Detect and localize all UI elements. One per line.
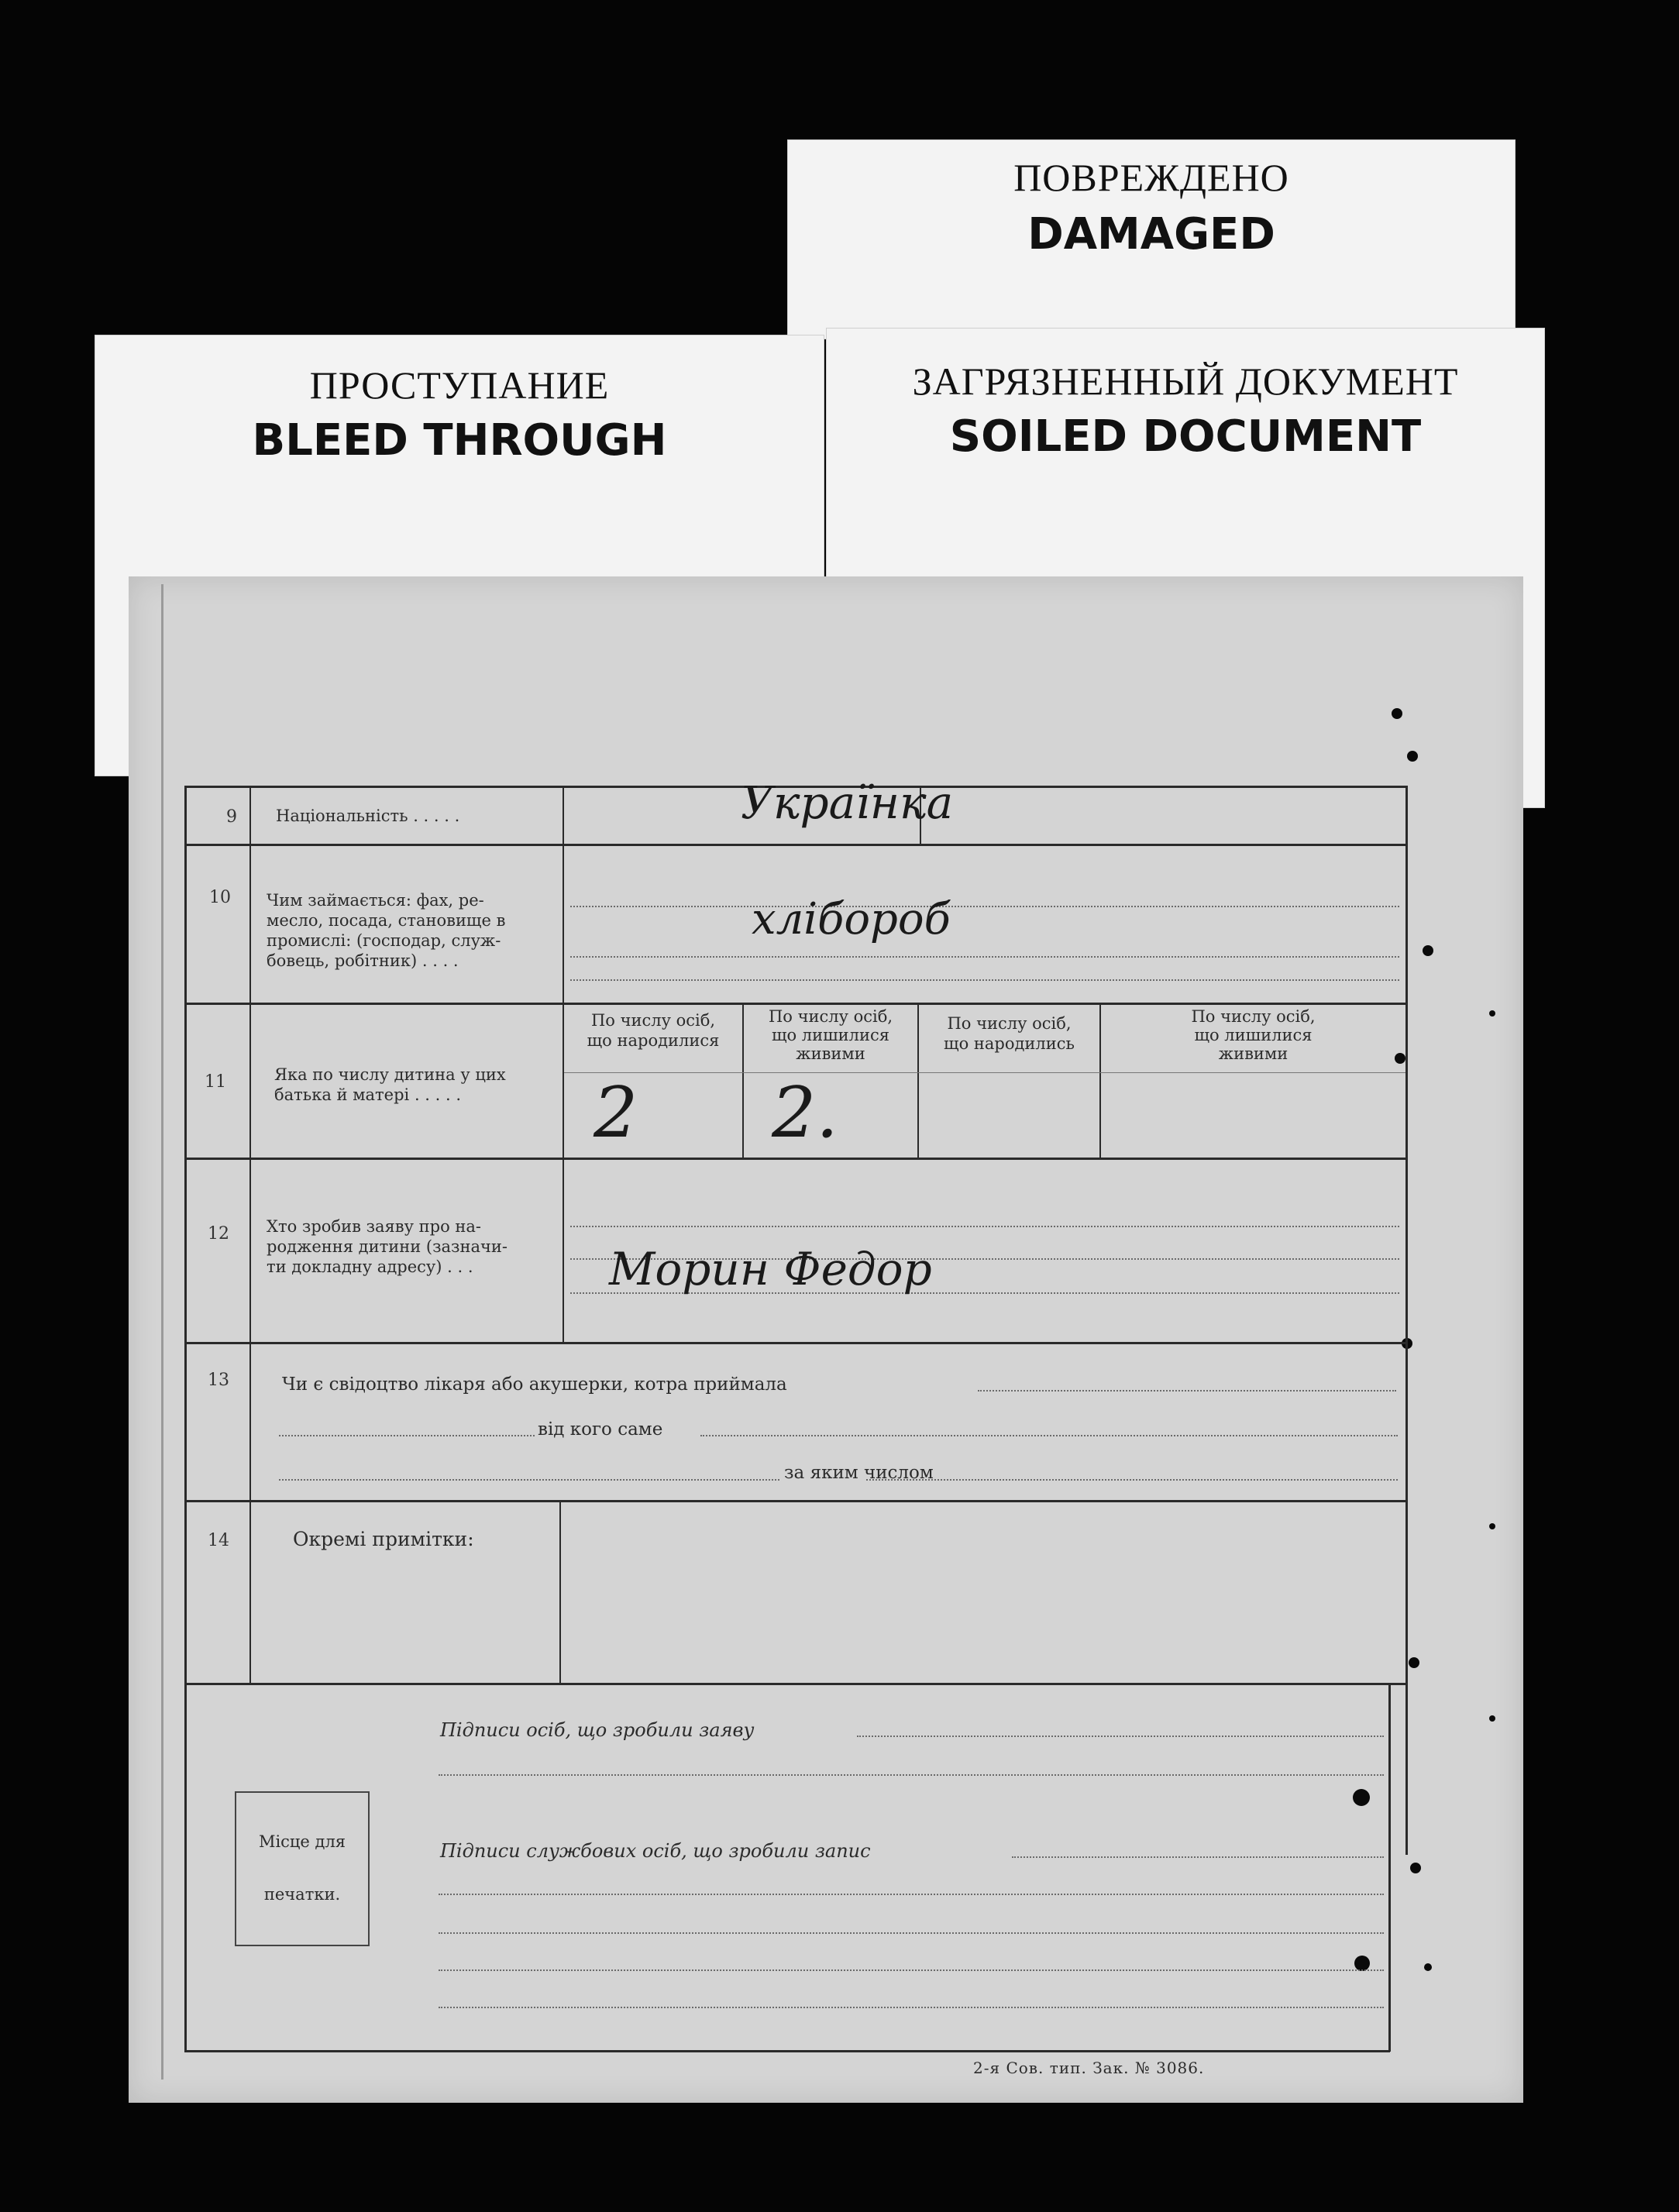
fill-line xyxy=(866,1479,1398,1481)
punch-hole xyxy=(1423,945,1433,956)
punch-hole xyxy=(1489,1715,1495,1722)
row-11-col3-header-line2: що народились xyxy=(944,1034,1075,1053)
row-11-col2-header-line2: що лишилися xyxy=(771,1026,890,1044)
row-14-number: 14 xyxy=(208,1531,229,1550)
punch-hole xyxy=(1409,1657,1419,1668)
row-9-handwritten-value: Українка xyxy=(741,776,954,829)
row-separator xyxy=(184,1342,1407,1344)
row-11-col1-header xyxy=(564,1010,742,1051)
fill-line xyxy=(439,1969,1384,1971)
row-11-col2-header xyxy=(744,1007,917,1063)
stamp-place-label-line1: Місце для xyxy=(258,1832,346,1851)
row-11-born-value: 2 xyxy=(593,1072,638,1154)
punch-hole xyxy=(1353,1789,1370,1806)
col-separator-number xyxy=(249,786,251,1343)
row-11-col2-header-line3: живими xyxy=(796,1044,865,1063)
stamp-place-box xyxy=(235,1791,370,1946)
row-11-number: 11 xyxy=(205,1072,226,1092)
col-separator-number xyxy=(249,1342,251,1683)
fill-line xyxy=(700,1435,1398,1436)
row-separator xyxy=(184,844,1407,846)
row-10-number: 10 xyxy=(209,888,231,907)
fill-line xyxy=(439,1932,1384,1934)
punch-hole xyxy=(1392,708,1402,719)
soiled-document-label-ru: ЗАГРЯЗНЕННЫЙ ДОКУМЕНТ xyxy=(912,359,1459,403)
row-12-label-line2: родження дитини (зазначи- xyxy=(267,1237,508,1256)
printer-footer: 2-я Сов. тип. Зак. № 3086. xyxy=(973,2059,1205,2077)
row-separator xyxy=(184,1158,1407,1160)
row-11-label-line1: Яка по числу дитина у цих xyxy=(274,1065,506,1084)
row-11-header-underline xyxy=(564,1072,1405,1073)
row-separator xyxy=(184,1683,1407,1685)
punch-hole xyxy=(1407,751,1418,762)
row-10-label-line3: промислі: (господар, служ- xyxy=(267,931,501,950)
col-separator-label xyxy=(559,1500,561,1684)
col-separator-label xyxy=(563,786,564,1343)
row-11-col4-header xyxy=(1101,1007,1405,1063)
row-11-col1-header-line1: По числу осіб, xyxy=(590,1011,716,1030)
fill-line xyxy=(279,1479,779,1481)
table-border-right xyxy=(1405,786,1408,1855)
punch-hole xyxy=(1410,1863,1421,1873)
fill-line xyxy=(570,906,1399,907)
row-11-col3-header xyxy=(919,1013,1099,1054)
row-separator xyxy=(184,1003,1407,1005)
row-12-number: 12 xyxy=(208,1224,229,1244)
row-13-line2: від кого саме xyxy=(538,1419,663,1440)
fill-line xyxy=(570,956,1399,958)
row-10-label-line1: Чим займається: фах, ре- xyxy=(267,891,484,910)
fill-line xyxy=(1012,1856,1384,1858)
row-separator xyxy=(184,1500,1407,1502)
row-10-label-line4: бовець, робітник) . . . . xyxy=(267,951,459,970)
applicants-signature-label: Підписи осіб, що зробили заяву xyxy=(440,1719,755,1741)
fill-line xyxy=(439,1894,1384,1895)
officials-signature-label: Підписи службових осіб, що зробили запис xyxy=(440,1840,871,1862)
row-12-label-line1: Хто зробив заяву про на- xyxy=(267,1217,482,1236)
punch-hole xyxy=(1489,1523,1495,1529)
punch-hole xyxy=(1489,1010,1495,1017)
row-11-col4-header-line3: живими xyxy=(1218,1044,1288,1063)
row-11-label-line2: батька й матері . . . . . xyxy=(274,1085,462,1104)
row-14-label: Окремі примітки: xyxy=(293,1528,474,1550)
row-12-handwritten-value: Морин Федор xyxy=(609,1243,932,1295)
punch-hole xyxy=(1424,1963,1432,1971)
punch-hole xyxy=(1354,1956,1370,1971)
table-border-left-lower xyxy=(184,1684,187,2052)
fill-line xyxy=(857,1736,1384,1737)
row-11-col4-header-line2: що лишилися xyxy=(1194,1026,1313,1044)
row-12-label-line3: ти докладну адресу) . . . xyxy=(267,1257,473,1276)
stamp-place-label-line2: печатки. xyxy=(263,1885,341,1904)
row-9-label: Національність . . . . . xyxy=(276,807,460,825)
bleed-through-label-en: BLEED THROUGH xyxy=(252,415,667,466)
damaged-label-ru: ПОВРЕЖДЕНО xyxy=(1013,156,1289,199)
fill-line xyxy=(439,2007,1384,2008)
fill-line xyxy=(570,1226,1399,1227)
damaged-label-card xyxy=(787,139,1516,339)
fill-line xyxy=(978,1390,1396,1392)
sheet-fold-edge xyxy=(161,584,163,2080)
bleed-through-label-ru: ПРОСТУПАНИЕ xyxy=(309,363,610,407)
row-10-handwritten-value: хлібороб xyxy=(752,894,951,944)
fill-line xyxy=(570,979,1399,981)
damaged-label-en: DAMAGED xyxy=(1027,209,1275,260)
row-13-number: 13 xyxy=(208,1371,229,1390)
table-border-bottom xyxy=(184,2050,1390,2052)
row-13-line3: за яким числом xyxy=(784,1463,934,1483)
fill-line xyxy=(279,1435,535,1436)
row-9-number: 9 xyxy=(226,807,237,827)
soiled-document-label-en: SOILED DOCUMENT xyxy=(949,411,1422,462)
row-13-line1: Чи є свідоцтво лікаря або акушерки, котра приймала xyxy=(282,1374,787,1395)
row-11-col1-header-line2: що народилися xyxy=(587,1031,720,1050)
row-11-col2-header-line1: По числу осіб, xyxy=(768,1007,893,1026)
table-border-right-lower xyxy=(1388,1684,1391,2052)
row-10-label-line2: месло, посада, становище в xyxy=(267,911,506,930)
row-11-col3-header-line1: По числу осіб, xyxy=(947,1014,1072,1033)
row-11-alive-value: 2. xyxy=(772,1072,838,1154)
document-sheet xyxy=(129,576,1523,2103)
row-11-col4-header-line1: По числу осіб, xyxy=(1191,1007,1316,1026)
fill-line xyxy=(439,1774,1384,1776)
